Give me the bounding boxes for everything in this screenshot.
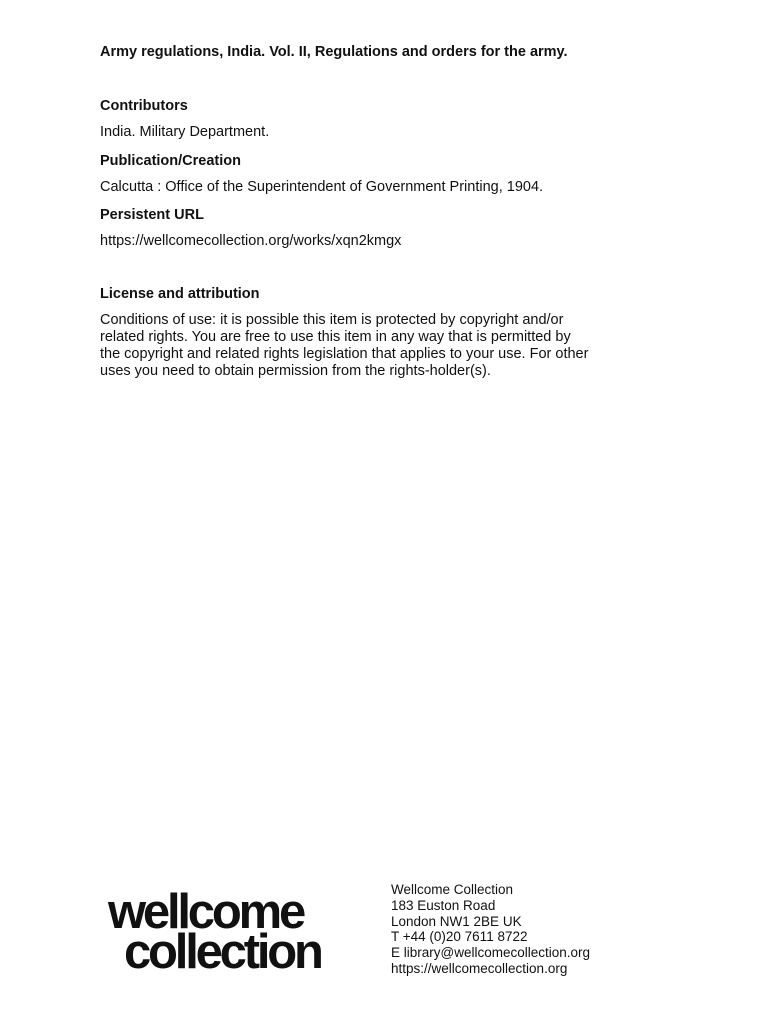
license-line: Conditions of use: it is possible this item is protected by copyright and/or: [100, 312, 564, 328]
license-text: [100, 312, 680, 380]
logo-word-collection: collection: [124, 925, 321, 979]
address-name: Wellcome Collection: [391, 882, 514, 897]
footer-address: [391, 882, 590, 977]
license-label: License and attribution: [100, 286, 260, 302]
persistent-url-label: Persistent URL: [100, 207, 204, 223]
license-line: uses you need to obtain permission from the rights-holder(s).: [100, 363, 491, 379]
persistent-url-link[interactable]: https://wellcomecollection.org/works/xqn2kmgx: [100, 233, 402, 249]
publication-label: Publication/Creation: [100, 153, 241, 169]
license-line: related rights. You are free to use this item in any way that is permitted by: [100, 329, 571, 345]
license-line: the copyright and related rights legislation that applies to your use. For other: [100, 346, 589, 362]
document-title: Army regulations, India. Vol. II, Regulations and orders for the army.: [100, 44, 568, 60]
address-phone: T +44 (0)20 7611 8722: [391, 929, 528, 945]
contributors-label: Contributors: [100, 98, 188, 114]
address-website[interactable]: https://wellcomecollection.org: [391, 960, 568, 976]
address-city: London NW1 2BE UK: [391, 913, 522, 929]
contributors-value: India. Military Department.: [100, 124, 270, 140]
publication-value: Calcutta : Office of the Superintendent of Government Printing, 1904.: [100, 179, 544, 195]
address-street: 183 Euston Road: [391, 897, 496, 913]
logo-word-wellcome: wellcome: [108, 885, 303, 939]
wellcome-collection-logo: [108, 880, 378, 980]
address-email[interactable]: E library@wellcomecollection.org: [391, 945, 591, 961]
